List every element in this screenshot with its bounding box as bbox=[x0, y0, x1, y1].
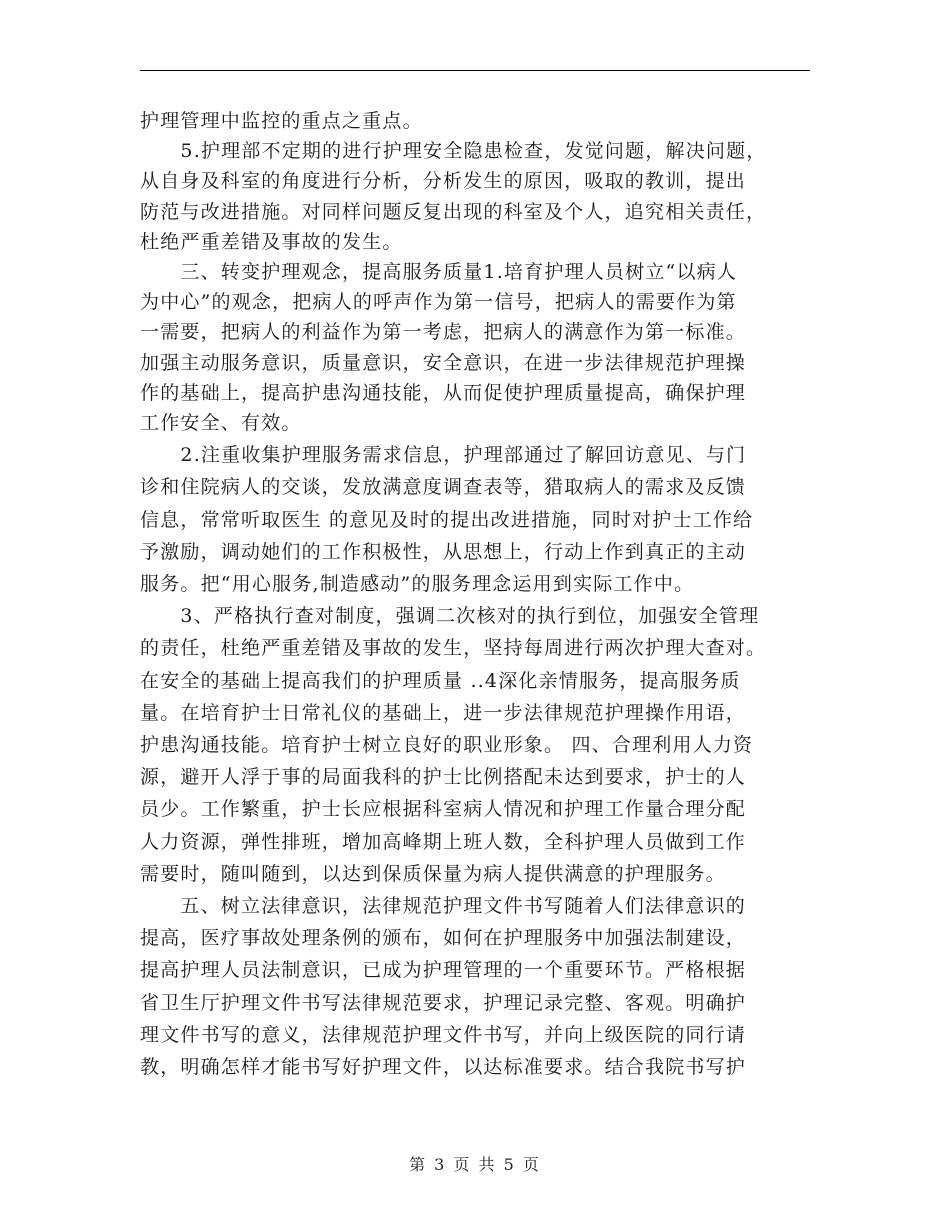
text-line: 提高，医疗事故处理条例的颁布，如何在护理服务中加强法制建设， bbox=[140, 927, 747, 950]
text-line: 三、转变护理观念，提高服务质量1.培育护理人员树立“以病人 bbox=[140, 261, 738, 284]
text-line: 提高护理人员法制意识，已成为护理管理的一个重要环节。严格根据 bbox=[140, 959, 747, 982]
text-line: 工作安全、有效。 bbox=[140, 412, 302, 435]
text-line: 防范与改进措施。对同样问题反复出现的科室及个人，追究相关责任， bbox=[140, 200, 767, 223]
text-line: 在安全的基础上提高我们的护理质量 ..4深化亲情服务，提高服务质 bbox=[140, 669, 741, 692]
text-line: 从自身及科室的角度进行分析，分析发生的原因，吸取的教训，提出 bbox=[140, 170, 747, 193]
text-line: 予激励，调动她们的工作积极性，从思想上，行动上作到真正的主动 bbox=[140, 540, 747, 563]
text-line: 理文件书写的意义，法律规范护理文件书写，并向上级医院的同行请 bbox=[140, 1023, 747, 1046]
text-line: 2.注重收集护理服务需求信息，护理部通过了解回访意见、与门 bbox=[140, 444, 747, 467]
text-line: 作的基础上，提高护患沟通技能，从而促使护理质量提高，确保护理 bbox=[140, 381, 747, 404]
text-line: 量。在培育护士日常礼仪的基础上，进一步法律规范护理操作用语， bbox=[140, 701, 747, 724]
text-line: 五、树立法律意识，法律规范护理文件书写随着人们法律意识的 bbox=[140, 895, 747, 918]
text-line: 诊和住院病人的交谈，发放满意度调查表等，猎取病人的需求及反馈 bbox=[140, 476, 747, 499]
text-line: 员少。工作繁重，护士长应根据科室病人情况和护理工作量合理分配 bbox=[140, 798, 747, 821]
text-line: 教，明确怎样才能书写好护理文件，以达标准要求。结合我院书写护 bbox=[140, 1056, 747, 1079]
text-line: 3、严格执行查对制度，强调二次核对的执行到位，加强安全管理 bbox=[140, 605, 760, 628]
text-line: 5.护理部不定期的进行护理安全隐患检查，发觉问题，解决问题， bbox=[140, 140, 767, 163]
document-body bbox=[140, 106, 812, 1082]
text-line: 护理管理中监控的重点之重点。 bbox=[140, 110, 423, 132]
text-line: 需要时，随叫随到，以达到保质保量为病人提供满意的护理服务。 bbox=[140, 862, 726, 885]
text-line: 源，避开人浮于事的局面我科的护士比例搭配未达到要求，护士的人 bbox=[140, 766, 747, 789]
page-number: 第 3 页 共 5 页 bbox=[409, 1155, 541, 1174]
text-line: 护患沟通技能。培育护士树立良好的职业形象。 四、合理利用人力资 bbox=[140, 734, 754, 757]
text-line: 的责任，杜绝严重差错及事故的发生，坚持每周进行两次护理大查对。 bbox=[140, 637, 767, 660]
header-rule bbox=[140, 70, 810, 71]
text-line: 省卫生厅护理文件书写法律规范要求，护理记录完整、客观。明确护 bbox=[140, 991, 747, 1014]
text-line: 加强主动服务意识，质量意识，安全意识，在进一步法律规范护理操 bbox=[140, 351, 747, 374]
text-line: 人力资源，弹性排班，增加高峰期上班人数，全科护理人员做到工作 bbox=[140, 830, 747, 853]
text-line: 一需要，把病人的利益作为第一考虑，把病人的满意作为第一标准。 bbox=[140, 321, 747, 344]
text-line: 为中心”的观念，把病人的呼声作为第一信号，把病人的需要作为第 bbox=[140, 291, 737, 314]
text-line: 服务。把“用心服务,制造感动”的服务理念运用到实际工作中。 bbox=[140, 573, 695, 596]
text-line: 杜绝严重差错及事故的发生。 bbox=[140, 230, 403, 253]
text-line: 信息，常常听取医生 的意见及时的提出改进措施，同时对护士工作给 bbox=[140, 508, 754, 531]
